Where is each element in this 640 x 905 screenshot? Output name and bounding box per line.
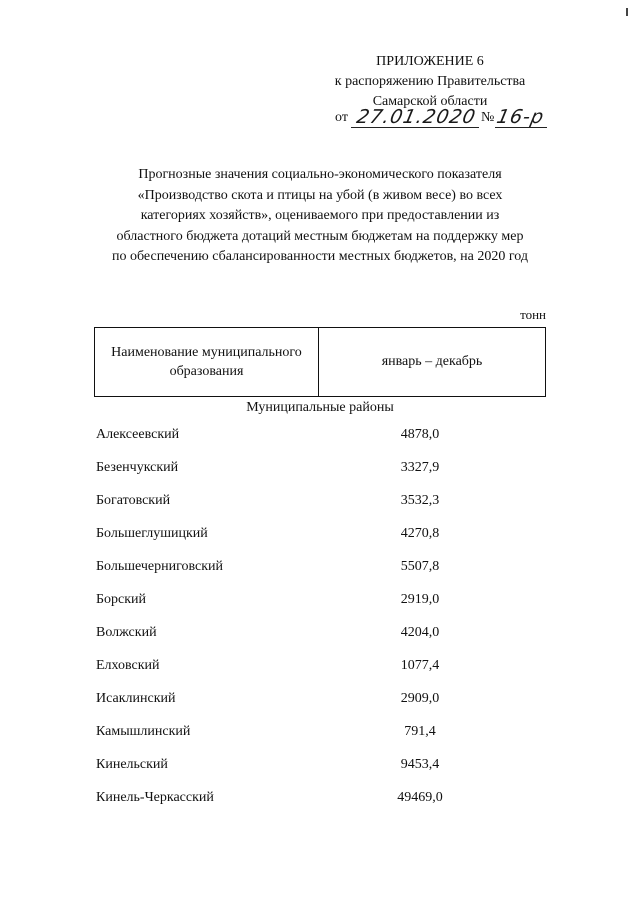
row-name: Волжский bbox=[96, 625, 157, 640]
column-header-period: январь – декабрь bbox=[381, 354, 483, 369]
table-row bbox=[0, 724, 640, 744]
column-header-municipality: Наименование муниципального образования bbox=[95, 328, 319, 396]
scan-mark bbox=[626, 8, 628, 16]
row-name: Безенчукский bbox=[96, 460, 179, 475]
row-value: 4878,0 bbox=[400, 427, 440, 442]
date-underline bbox=[351, 127, 479, 128]
table-row bbox=[0, 658, 640, 678]
unit-label: тонн bbox=[520, 307, 546, 322]
row-name: Большеглушицкий bbox=[96, 526, 208, 541]
table-row bbox=[0, 592, 640, 612]
table-row bbox=[0, 790, 640, 810]
row-name: Елховский bbox=[96, 658, 160, 673]
row-value: 9453,4 bbox=[400, 757, 440, 772]
appendix-date-number bbox=[335, 106, 555, 130]
row-value: 2909,0 bbox=[400, 691, 440, 706]
row-value: 3532,3 bbox=[400, 493, 440, 508]
table-row bbox=[0, 625, 640, 645]
row-value: 2919,0 bbox=[400, 592, 440, 607]
table-header bbox=[94, 327, 546, 397]
row-value: 1077,4 bbox=[400, 658, 440, 673]
appendix-line-2: к распоряжению Правительства bbox=[334, 74, 526, 89]
row-name: Борский bbox=[96, 592, 147, 607]
row-name: Кинель-Черкасский bbox=[96, 790, 214, 805]
appendix-line-3: Самарской области bbox=[372, 94, 488, 109]
row-name: Алексеевский bbox=[96, 427, 180, 442]
appendix-title: ПРИЛОЖЕНИЕ 6 bbox=[376, 54, 484, 69]
row-name: Богатовский bbox=[96, 493, 171, 508]
table-row bbox=[0, 757, 640, 777]
row-value: 5507,8 bbox=[400, 559, 440, 574]
heading-line-3: категориях хозяйств», оцениваемого при предоставлении из bbox=[140, 208, 500, 223]
table-row bbox=[0, 460, 640, 480]
table-row bbox=[0, 691, 640, 711]
row-name: Исаклинский bbox=[96, 691, 176, 706]
table-row bbox=[0, 493, 640, 513]
handwritten-date: 27.01.2020 bbox=[354, 106, 479, 128]
heading-line-1: Прогнозные значения социально-экономического показателя bbox=[138, 167, 502, 182]
row-value: 49469,0 bbox=[397, 790, 443, 805]
number-prefix: № bbox=[481, 110, 495, 125]
heading-line-5: по обеспечению сбалансированности местных бюджетов, на 2020 год bbox=[111, 249, 528, 264]
row-value: 4204,0 bbox=[400, 625, 440, 640]
row-name: Кинельский bbox=[96, 757, 168, 772]
row-value: 3327,9 bbox=[400, 460, 440, 475]
heading-line-2: «Производство скота и птицы на убой (в живом весе) во всех bbox=[137, 187, 503, 203]
row-value: 791,4 bbox=[404, 724, 436, 739]
heading-line-4: областного бюджета дотаций местным бюджетам на поддержку мер bbox=[116, 228, 524, 244]
row-value: 4270,8 bbox=[400, 526, 440, 541]
handwritten-number: 16-р bbox=[494, 106, 547, 128]
number-underline bbox=[495, 127, 547, 128]
document-heading bbox=[100, 165, 540, 268]
section-title: Муниципальные районы bbox=[246, 400, 394, 415]
table-row bbox=[0, 427, 640, 447]
date-prefix: от bbox=[335, 110, 348, 125]
table-row bbox=[0, 559, 640, 579]
table-row bbox=[0, 526, 640, 546]
row-name: Камышлинский bbox=[96, 724, 191, 739]
row-name: Большечерниговский bbox=[96, 559, 224, 574]
